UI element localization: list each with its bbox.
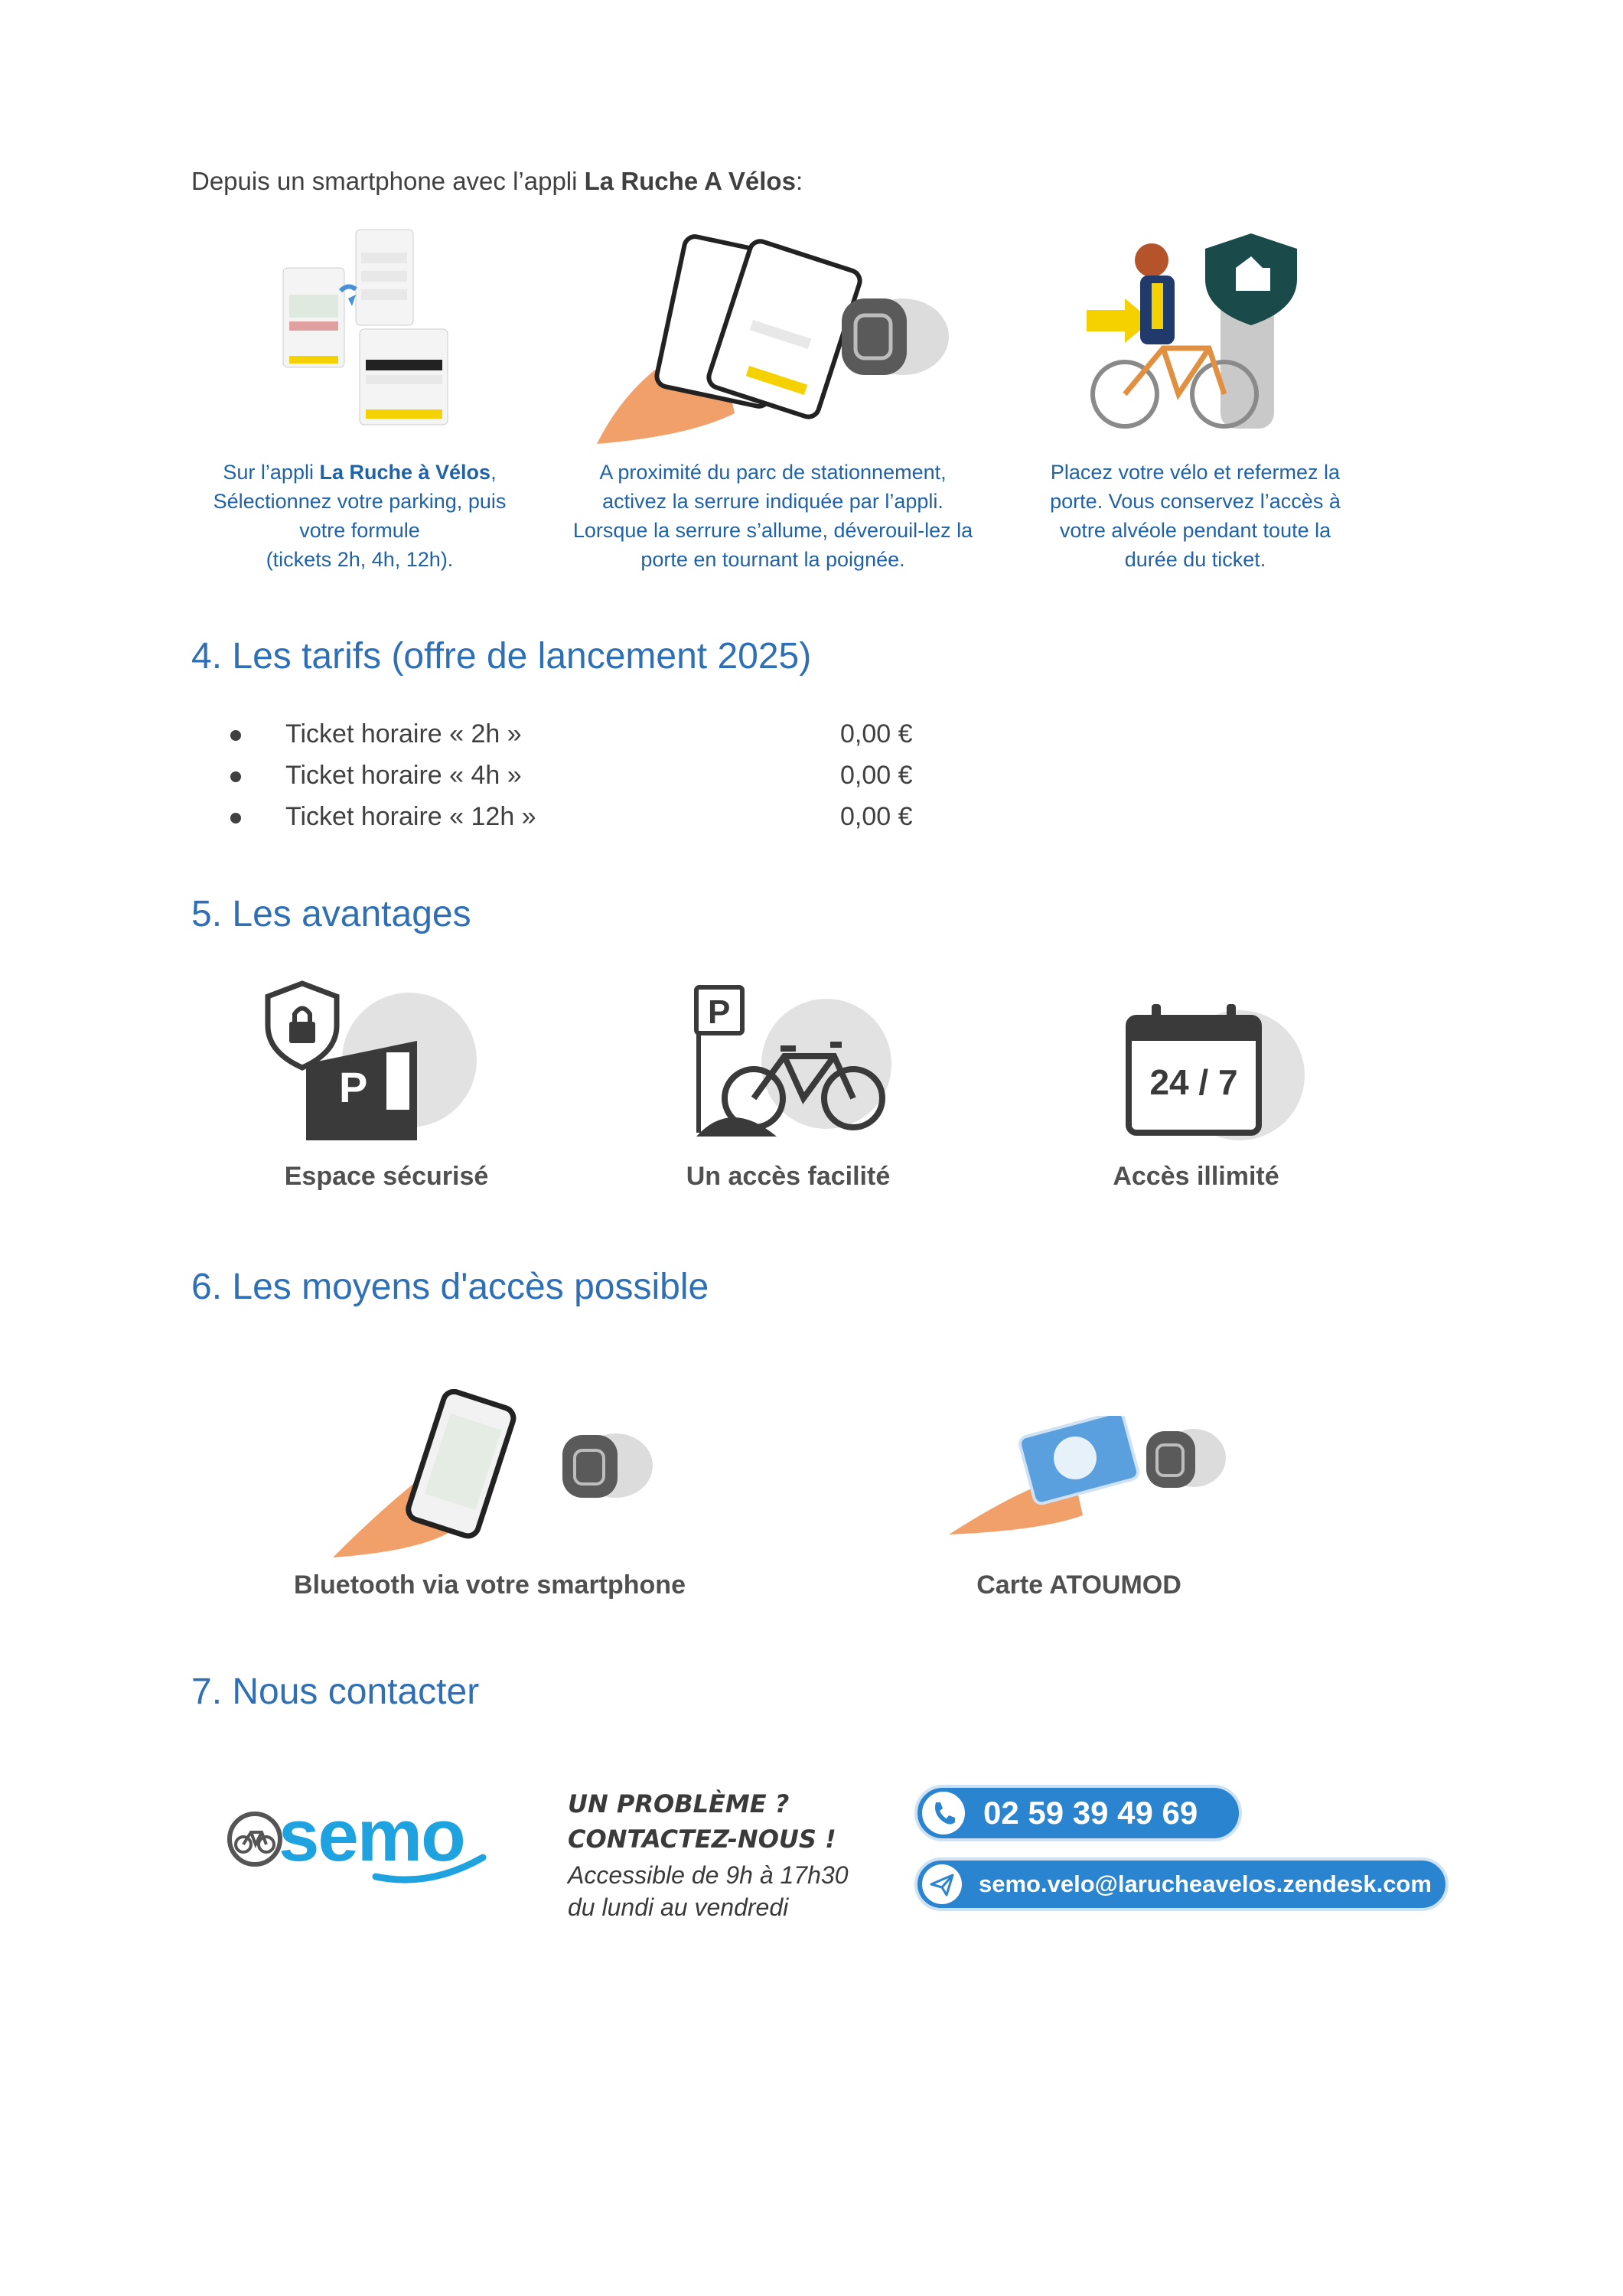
tarifs-heading: 4. Les tarifs (offre de lancement 2025) <box>191 636 812 677</box>
semo-logo: semo <box>227 1800 502 1884</box>
advantage-label: Espace sécurisé <box>284 1162 489 1191</box>
contact-us-title: CONTACTEZ-NOUS ! <box>568 1825 836 1854</box>
contact-heading: 7. Nous contacter <box>191 1671 480 1712</box>
bike-door-illustration <box>1079 226 1301 432</box>
tarif-name: Ticket horaire « 12h » <box>285 802 536 831</box>
advantage-label: Un accès facilité <box>686 1162 891 1191</box>
bullet-icon <box>230 771 241 782</box>
avantages-heading: 5. Les avantages <box>191 894 471 934</box>
days-line: du lundi au vendredi <box>568 1893 789 1921</box>
card-hand-icon <box>949 1416 1232 1538</box>
hours-line: Accessible de 9h à 17h30 <box>568 1861 849 1889</box>
app-name: La Ruche A Vélos <box>584 167 796 195</box>
phone-icon <box>922 1792 965 1835</box>
phone-button[interactable]: 02 59 39 49 69 <box>914 1785 1242 1841</box>
bullet-icon <box>230 813 241 823</box>
tarif-name: Ticket horaire « 4h » <box>285 761 522 790</box>
calendar-icon <box>1125 1003 1309 1144</box>
logo-swoosh <box>372 1854 487 1884</box>
access-label: Bluetooth via votre smartphone <box>294 1570 686 1600</box>
tarif-price: 0,00 € <box>840 802 913 831</box>
step-1-caption: Sur l’appli La Ruche à Vélos, Sélectionnez votre parking, puis votre formule (tickets 2h, 4h, 12h). <box>213 461 507 571</box>
advantage-label: Accès illimité <box>1113 1162 1279 1191</box>
tarif-name: Ticket horaire « 2h » <box>285 719 522 748</box>
bike-icon <box>227 1811 283 1867</box>
svg-text:P: P <box>708 993 731 1031</box>
tarif-price: 0,00 € <box>840 761 913 790</box>
acces-heading: 6. Les moyens d'accès possible <box>191 1267 709 1307</box>
hand-phone-lock-illustration <box>597 230 949 444</box>
step-2-caption: A proximité du parc de stationnement, activez la serrure indiquée par l’appli. Lorsque la serrure s’allume, déverouil-lez la porte en tournant la poignée. <box>572 461 973 571</box>
svg-text:P: P <box>339 1063 368 1111</box>
send-icon <box>922 1864 962 1904</box>
access-label: Carte ATOUMOD <box>976 1570 1181 1600</box>
step-3-caption: Placez votre vélo et refermez la porte. Vous conservez l’accès à votre alvéole pendant toute la durée du ticket. <box>1050 461 1341 571</box>
smartphone-hand-icon <box>333 1389 654 1561</box>
app-screens-illustration <box>275 222 451 429</box>
bike-parking-icon <box>693 983 907 1140</box>
intro-line: Depuis un smartphone avec l’appli La Ruche A Vélos: <box>191 167 803 195</box>
tarif-price: 0,00 € <box>840 719 913 748</box>
secure-parking-icon <box>264 980 478 1140</box>
email-button[interactable]: semo.velo@larucheavelos.zendesk.com <box>914 1857 1449 1911</box>
svg-text:24 / 7: 24 / 7 <box>1149 1062 1238 1102</box>
problem-title: UN PROBLÈME ? <box>568 1789 790 1818</box>
bullet-icon <box>230 730 241 741</box>
